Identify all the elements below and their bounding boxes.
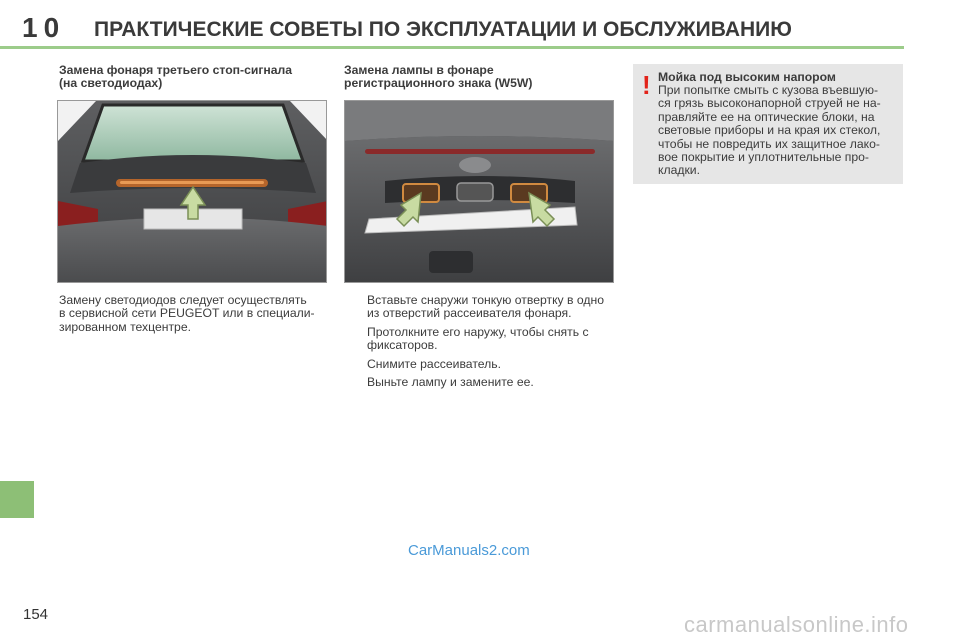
chapter-side-tab: [0, 481, 34, 518]
middle-heading-line1: Замена лампы в фонаре: [344, 63, 494, 77]
page-number: 154: [23, 606, 49, 623]
left-heading-line1: Замена фонаря третьего стоп-сигнала: [59, 63, 293, 77]
warning-text: [658, 84, 896, 178]
middle-section-steps: [344, 294, 614, 394]
watermark-link[interactable]: CarManuals2.com: [408, 542, 530, 559]
middle-section-heading: [344, 64, 612, 91]
chapter-title: ПРАКТИЧЕСКИЕ СОВЕТЫ ПО ЭКСПЛУАТАЦИИ И ОБСЛУЖИВАНИЮ: [94, 18, 792, 41]
rear-car-photo-third-brake-light: [57, 100, 327, 283]
warning-line: При попытке смыть с кузова въевшую-: [658, 83, 879, 97]
list-item: [344, 376, 614, 389]
warning-exclamation-icon: !: [642, 70, 651, 100]
warning-title: Мойка под высоким напором: [658, 70, 836, 84]
license-plate-lamp-illustration: [345, 101, 614, 283]
warning-line: световые приборы и на края их стекол,: [658, 123, 881, 138]
step-1-line1: Вставьте снаружи тонкую отвертку в одно: [367, 293, 605, 307]
warning-line: чтобы не повредить их защитное лако-: [658, 136, 880, 151]
left-body-line3: зированном техцентре.: [59, 319, 191, 334]
warning-box: [633, 64, 903, 184]
list-item: [344, 294, 614, 321]
step-2-line2: фиксаторов.: [367, 338, 438, 353]
list-item: [344, 358, 614, 371]
step-2-line1: Протолкните его наружу, чтобы снять с: [367, 324, 589, 339]
rear-car-illustration: [58, 101, 327, 283]
warning-line: вое покрытие и уплотнительные про-: [658, 150, 869, 165]
step-1-line2: из отверстий рассеивателя фонаря.: [367, 306, 572, 321]
warning-line: кладки.: [658, 163, 700, 178]
header-rule: [0, 46, 904, 49]
list-item: [344, 326, 614, 353]
step-3-line1: Снимите рассеиватель.: [367, 356, 501, 371]
footer-site-watermark: carmanualsonline.info: [684, 612, 909, 637]
left-section-heading: [59, 64, 321, 91]
warning-line: ся грязь высоконапорной струей не на-: [658, 96, 881, 111]
warning-line: правляйте ее на оптические блоки, на: [658, 109, 875, 124]
step-4-line1: Выньте лампу и замените ее.: [367, 375, 534, 390]
left-section-body: [59, 294, 321, 334]
left-body-line2: в сервисной сети PEUGEOT или в специали-: [59, 306, 315, 321]
middle-heading-line2: регистрационного знака (W5W): [344, 76, 533, 91]
left-heading-line2: (на светодиодах): [59, 76, 163, 91]
license-plate-lamp-photo: [344, 100, 614, 283]
chapter-number: 10: [22, 12, 66, 43]
left-body-line1: Замену светодиодов следует осуществлять: [59, 293, 307, 307]
steps-list: [344, 294, 614, 389]
